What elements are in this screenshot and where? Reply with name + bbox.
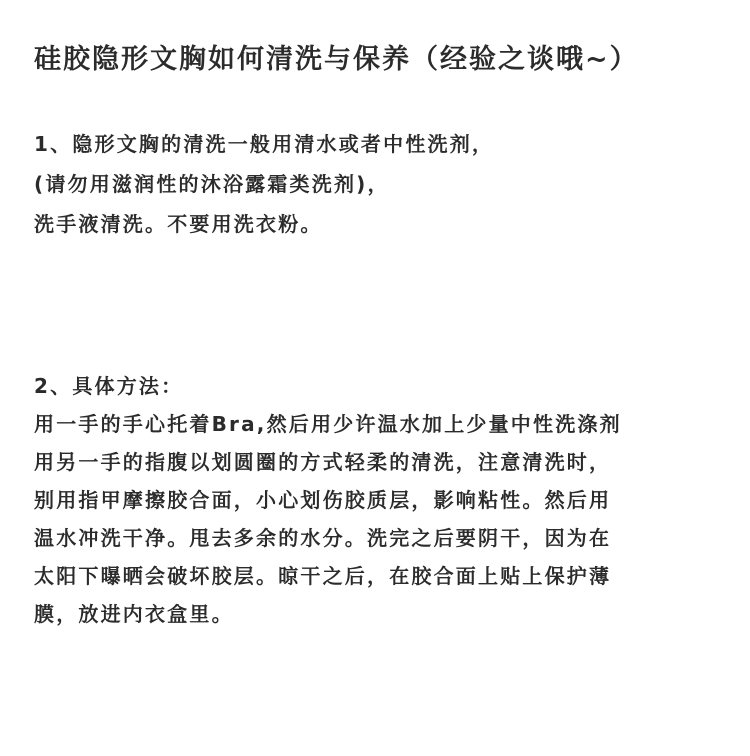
section2-line-1: 用一手的手心托着Bra,然后用少许温水加上少量中性洗涤剂 [34,412,622,436]
section2-line-6: 膜，放进内衣盒里。 [34,602,234,626]
section2-line-3: 别用指甲摩擦胶合面，小心划伤胶质层，影响粘性。然后用 [34,488,612,512]
section2-line-2: 用另一手的指腹以划圆圈的方式轻柔的清洗，注意清洗时， [34,450,612,474]
page-title: 硅胶隐形文胸如何清洗与保养（经验之谈哦~） [34,44,639,75]
section-method [34,367,734,633]
section1-line-2: (请勿用滋润性的沐浴露霜类洗剂)， [34,172,390,196]
section-cleaning-agents [34,124,734,244]
section2-line-5: 太阳下曝晒会破坏胶层。晾干之后，在胶合面上贴上保护薄 [34,564,612,588]
section2-line-4: 温水冲洗干净。甩去多余的水分。洗完之后要阴干，因为在 [34,526,612,550]
section1-line-3: 洗手液清洗。不要用洗衣粉。 [34,212,323,236]
section1-line-1: 1、隐形文胸的清洗一般用清水或者中性洗剂， [34,132,495,156]
section2-body [34,405,734,633]
section2-heading: 2、具体方法： [34,374,184,398]
